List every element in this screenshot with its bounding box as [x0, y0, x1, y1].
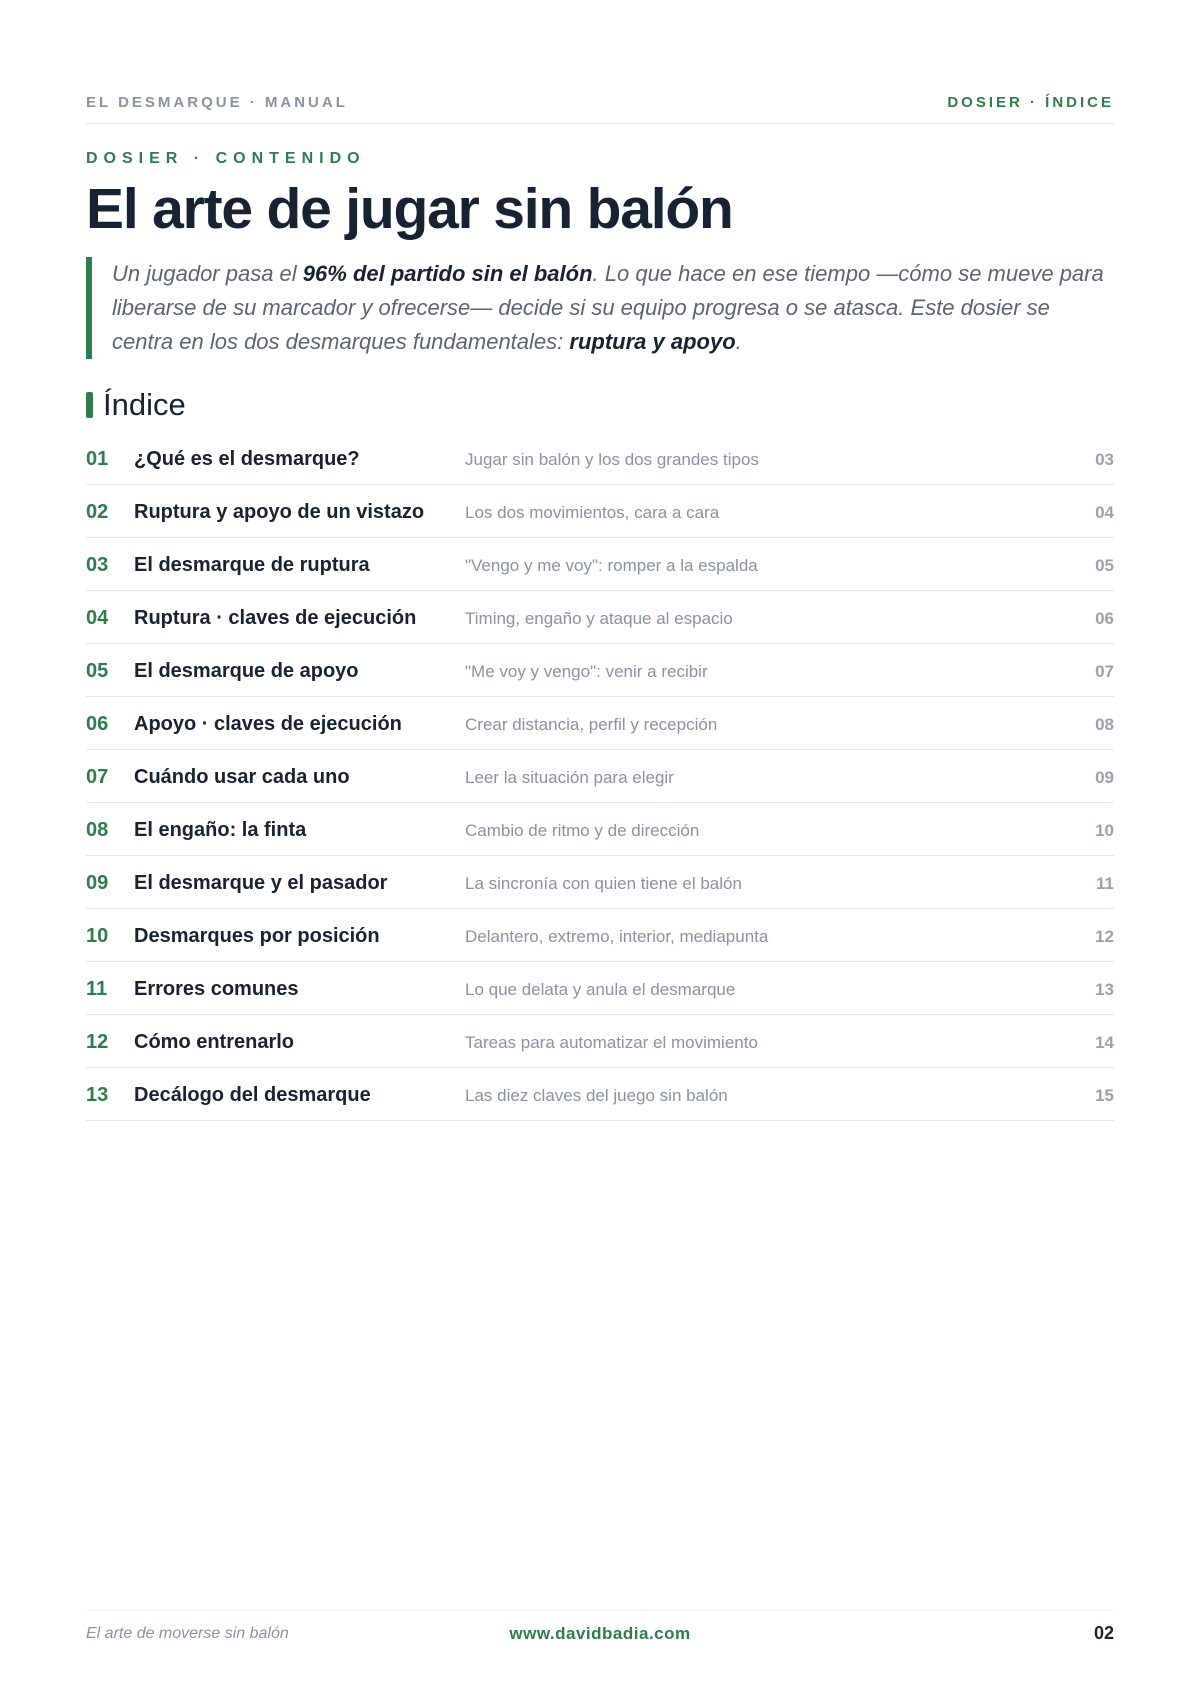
toc-entry[interactable] [86, 856, 1114, 909]
toc-entry-description: Delantero, extremo, interior, mediapunta [465, 927, 769, 946]
toc-entry-number: 05 [86, 660, 109, 682]
toc-entry-description: Crear distancia, perfil y recepción [465, 715, 718, 734]
toc-entry-title: Cómo entrenarlo [134, 1031, 295, 1053]
toc-entry-page: 08 [1095, 715, 1114, 734]
toc-entry-title: Ruptura y apoyo de un vistazo [134, 501, 425, 523]
toc-entry-number: 13 [86, 1084, 109, 1106]
toc-entry-description: Jugar sin balón y los dos grandes tipos [465, 450, 759, 469]
toc-entry-page: 07 [1095, 662, 1114, 681]
document-page [86, 0, 1114, 1683]
toc-entry-title: Apoyo · claves de ejecución [134, 713, 402, 735]
toc-entry-page: 15 [1095, 1086, 1114, 1105]
toc-entry-number: 02 [86, 501, 109, 523]
toc-entry-description: "Vengo y me voy": romper a la espalda [465, 556, 758, 575]
toc-entry-title: ¿Qué es el desmarque? [134, 448, 360, 470]
toc-entry-page: 13 [1095, 980, 1114, 999]
page-title: El arte de jugar sin balón [86, 177, 733, 241]
lead-text: Un jugador pasa el [112, 261, 303, 286]
toc-entry-number: 03 [86, 554, 109, 576]
toc-entry[interactable] [86, 962, 1114, 1015]
toc-entry-title: El desmarque de apoyo [134, 660, 359, 682]
toc-entry[interactable] [86, 485, 1114, 538]
toc-entry[interactable] [86, 697, 1114, 750]
toc-entry-page: 09 [1095, 768, 1114, 787]
page-footer [86, 1623, 1114, 1644]
header-divider [86, 123, 1114, 124]
toc-entry-title: Desmarques por posición [134, 925, 380, 947]
table-of-contents [86, 432, 1114, 1121]
toc-entry-description: Cambio de ritmo y de dirección [465, 821, 700, 840]
toc-entry-title: El engaño: la finta [134, 819, 307, 841]
toc-entry-number: 10 [86, 925, 109, 947]
toc-entry-number: 08 [86, 819, 109, 841]
toc-entry[interactable] [86, 803, 1114, 856]
toc-entry-title: Ruptura · claves de ejecución [134, 607, 417, 629]
toc-entry-title: El desmarque y el pasador [134, 872, 388, 894]
toc-entry[interactable] [86, 644, 1114, 697]
footer-book-title: El arte de moverse sin balón [86, 1624, 289, 1642]
toc-entry[interactable] [86, 750, 1114, 803]
toc-entry[interactable] [86, 1068, 1114, 1121]
kicker-label: DOSIER · CONTENIDO [86, 150, 366, 167]
toc-entry-description: Timing, engaño y ataque al espacio [465, 609, 733, 628]
toc-entry-page: 12 [1095, 927, 1114, 946]
page-number: 02 [1093, 1623, 1114, 1643]
toc-entry-number: 07 [86, 766, 109, 788]
header-section: DOSIER · ÍNDICE [947, 94, 1114, 111]
toc-entry-description: "Me voy y vengo": venir a recibir [465, 662, 708, 681]
toc-entry-page: 14 [1095, 1033, 1114, 1052]
lead-text: . [735, 329, 742, 354]
toc-entry-number: 01 [86, 448, 109, 470]
toc-entry-description: Lo que delata y anula el desmarque [465, 980, 736, 999]
header-publication: EL DESMARQUE · MANUAL [86, 94, 348, 111]
lead-emphasis: 96% del partido sin el balón [302, 261, 593, 286]
toc-entry-title: Errores comunes [134, 978, 299, 1000]
toc-entry-page: 10 [1095, 821, 1114, 840]
toc-entry[interactable] [86, 432, 1114, 485]
toc-entry[interactable] [86, 909, 1114, 962]
toc-entry-number: 12 [86, 1031, 109, 1053]
toc-entry-page: 04 [1095, 503, 1114, 522]
toc-entry-page: 06 [1095, 609, 1114, 628]
toc-entry-number: 06 [86, 713, 109, 735]
lead-paragraph [86, 257, 1114, 359]
index-heading [86, 386, 186, 424]
toc-entry[interactable] [86, 591, 1114, 644]
toc-entry-number: 09 [86, 872, 109, 894]
footer-website-link[interactable]: www.davidbadia.com [509, 1623, 691, 1643]
index-title: Índice [103, 387, 186, 422]
toc-entry-number: 11 [86, 978, 108, 1000]
toc-entry[interactable] [86, 1015, 1114, 1068]
lead-text: . Lo que hace en ese tiempo —cómo se mueve para liberarse de su marcador y ofrecerse— decide si su equipo progresa o se atasca. Este dosier se centra en los dos desmarques fundamentales: [112, 261, 1104, 354]
toc-entry-page: 11 [1096, 874, 1114, 893]
toc-entry-description: Las diez claves del juego sin balón [465, 1086, 728, 1105]
section-marker [86, 392, 93, 418]
footer-divider [86, 1610, 1114, 1611]
toc-entry-page: 03 [1095, 450, 1114, 469]
toc-entry-title: El desmarque de ruptura [134, 554, 370, 576]
toc-entry-page: 05 [1095, 556, 1114, 575]
toc-entry-title: Decálogo del desmarque [134, 1084, 371, 1106]
running-header [86, 94, 1114, 111]
toc-entry-description: Leer la situación para elegir [465, 768, 674, 787]
toc-entry-description: Tareas para automatizar el movimiento [465, 1033, 758, 1052]
toc-entry-description: La sincronía con quien tiene el balón [465, 874, 742, 893]
toc-entry-number: 04 [86, 607, 109, 629]
toc-entry-description: Los dos movimientos, cara a cara [465, 503, 720, 522]
toc-entry-title: Cuándo usar cada uno [134, 766, 350, 788]
lead-emphasis: ruptura y apoyo [569, 329, 736, 354]
toc-entry[interactable] [86, 538, 1114, 591]
